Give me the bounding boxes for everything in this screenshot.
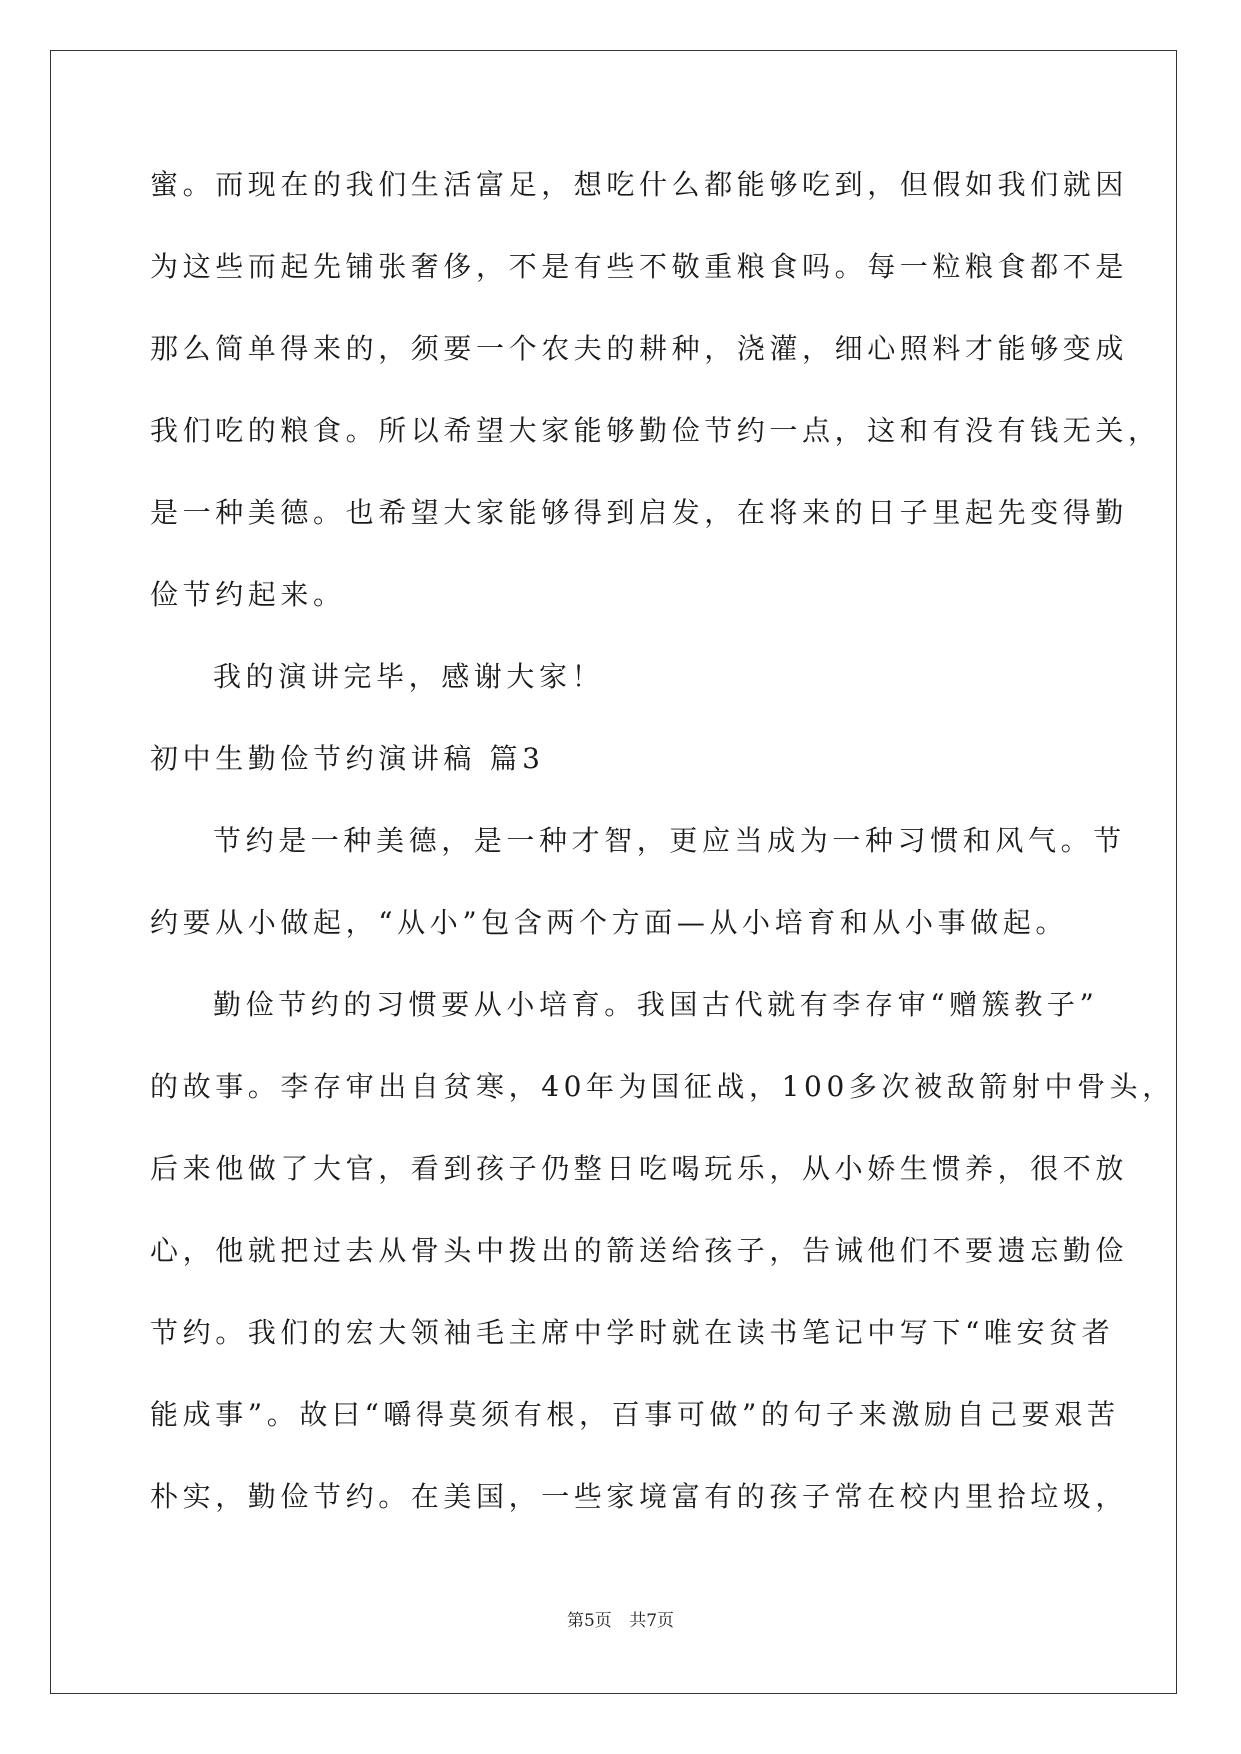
text-line: 心，他就把过去从骨头中拨出的箭送给孩子，告诫他们不要遗忘勤俭 (150, 1234, 1129, 1267)
text-line: 节约是一种美德，是一种才智，更应当成为一种习惯和风气。节 (213, 824, 1126, 857)
text-line: 的故事。李存审出自贫寒，40年为国征战，100多次被敌箭射中骨头， (150, 1070, 1175, 1103)
text-line: 我的演讲完毕，感谢大家！ (213, 660, 605, 693)
text-line: 是一种美德。也希望大家能够得到启发，在将来的日子里起先变得勤 (150, 496, 1129, 529)
page-footer (0, 1606, 1241, 1631)
text-line: 节约。我们的宏大领袖毛主席中学时就在读书笔记中写下“唯安贫者 (150, 1316, 1115, 1349)
text-line: 俭节约起来。 (150, 578, 346, 611)
text-line: 那么简单得来的，须要一个农夫的耕种，浇灌，细心照料才能够变成 (150, 332, 1129, 365)
text-line: 为这些而起先铺张奢侈，不是有些不敬重粮食吗。每一粒粮食都不是 (150, 250, 1129, 283)
document-body (150, 160, 1175, 1554)
text-line: 朴实，勤俭节约。在美国，一些家境富有的孩子常在校内里拾垃圾， (150, 1480, 1129, 1513)
text-line: 我们吃的粮食。所以希望大家能够勤俭节约一点，这和有没有钱无关， (150, 414, 1161, 447)
page-number: 第5页 (566, 1611, 612, 1631)
page-total: 共7页 (629, 1611, 675, 1631)
text-line: 初中生勤俭节约演讲稿 篇3 (150, 742, 545, 775)
text-line: 后来他做了大官，看到孩子仍整日吃喝玩乐，从小娇生惯养，很不放 (150, 1152, 1129, 1185)
text-line: 蜜。而现在的我们生活富足，想吃什么都能够吃到，但假如我们就因 (150, 168, 1129, 201)
text-line: 勤俭节约的习惯要从小培育。我国古代就有李存审“赠簇教子” (213, 988, 1099, 1021)
text-line: 约要从小做起，“从小”包含两个方面—从小培育和从小事做起。 (150, 906, 1069, 939)
text-line: 能成事”。故曰“嚼得莫须有根，百事可做”的句子来激励自己要艰苦 (150, 1398, 1120, 1431)
